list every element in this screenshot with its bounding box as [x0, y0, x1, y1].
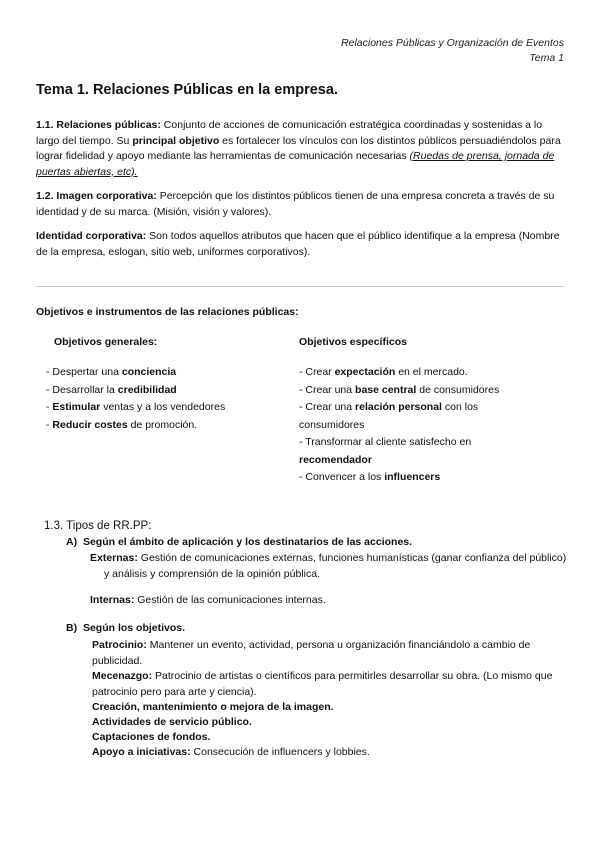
actividades-item: Actividades de servicio público. — [92, 716, 252, 728]
section-1-3-title: 1.3. Tipos de RR.PP: — [44, 520, 152, 532]
list-item: - Transformar al cliente satisfecho en — [299, 436, 472, 448]
section-1-1-example: (Ruedas de prensa, jornada de puertas abiertas, etc). — [36, 150, 555, 178]
specific-objectives-list — [299, 364, 499, 487]
horizontal-divider — [36, 286, 564, 287]
section-1-2 — [36, 189, 564, 220]
list-item: - Convencer a los influencers — [299, 471, 441, 483]
externas-item: Externas: Gestión de comunicaciones externas, funciones humanísticas (ganar confianza del público) y análisis y comprensión de la opinión pública. — [90, 552, 567, 580]
objetivos-heading: Objetivos e instrumentos de las relaciones públicas: — [36, 306, 299, 318]
list-item: - Crear una relación personal con los — [299, 401, 479, 413]
list-item: - Despertar una conciencia — [46, 366, 177, 378]
identidad-text: Son todos aquellos atributos que hacen que el público identifique a la empresa (Nombre de la empresa, eslogan, sitio web, uniformes corporativos). — [36, 230, 560, 258]
running-header — [341, 36, 564, 66]
section-1-1-text-b: es fortalecer los vínculos con los distintos públicos persuadiéndolos para lograr fidelidad y apoyo mediante las herramientas de comunicación necesarias — [36, 134, 561, 162]
list-item: recomendador — [299, 453, 372, 466]
apoyo-item: Apoyo a iniciativas: Consecución de influencers y lobbies. — [92, 746, 370, 758]
patrocinio-item: Patrocinio: Mantener un evento, actividad, persona u organización financiándolo a cambio de publicidad. — [92, 639, 531, 667]
header-course: Relaciones Públicas y Organización de Eventos — [341, 37, 564, 49]
general-objectives-list — [46, 364, 225, 434]
section-1-1-text-a: Conjunto de acciones de comunicación estratégica coordinadas y sostenidas a lo largo del tiempo. Su — [36, 119, 543, 147]
section-1-1-label: 1.1. Relaciones públicas: — [36, 119, 161, 131]
list-item: - Crear expectación en el mercado. — [299, 366, 468, 378]
subsection-a-heading: A) Según el ámbito de aplicación y los destinatarios de las acciones. — [66, 536, 413, 548]
creacion-item: Creación, mantenimiento o mejora de la imagen. — [92, 701, 334, 713]
section-1-1 — [36, 118, 564, 180]
list-item: consumidores — [299, 418, 365, 431]
list-item: - Estimular ventas y a los vendedores — [46, 401, 226, 413]
section-1-2-label: 1.2. Imagen corporativa: — [36, 190, 157, 202]
specific-objectives-title: Objetivos específicos — [299, 336, 407, 348]
identidad-corporativa — [36, 229, 564, 260]
subsection-b-heading: B) Según los objetivos. — [66, 622, 186, 634]
mecenazgo-item: Mecenazgo: Patrocinio de artistas o científicos para permitirles desarrollar su obra. (Lo mismo que patrocinio pero para arte y ciencia). — [92, 670, 553, 698]
list-item: - Desarrollar la credibilidad — [46, 383, 177, 396]
list-item: - Reducir costes de promoción. — [46, 418, 198, 431]
captaciones-item: Captaciones de fondos. — [92, 731, 211, 743]
header-topic: Tema 1 — [529, 52, 564, 64]
general-objectives-title: Objetivos generales: — [54, 336, 158, 348]
identidad-label: Identidad corporativa: — [36, 230, 147, 242]
section-1-2-text: Percepción que los distintos públicos tienen de una empresa concreta a través de su identidad y de su marca. (Misión, visión y valores). — [36, 190, 555, 218]
section-1-1-bold: principal objetivo — [132, 134, 220, 147]
internas-item: Internas: Gestión de las comunicaciones internas. — [90, 594, 326, 606]
list-item: - Crear una base central de consumidores — [299, 383, 500, 396]
page-title: Tema 1. Relaciones Públicas en la empresa. — [36, 82, 338, 98]
